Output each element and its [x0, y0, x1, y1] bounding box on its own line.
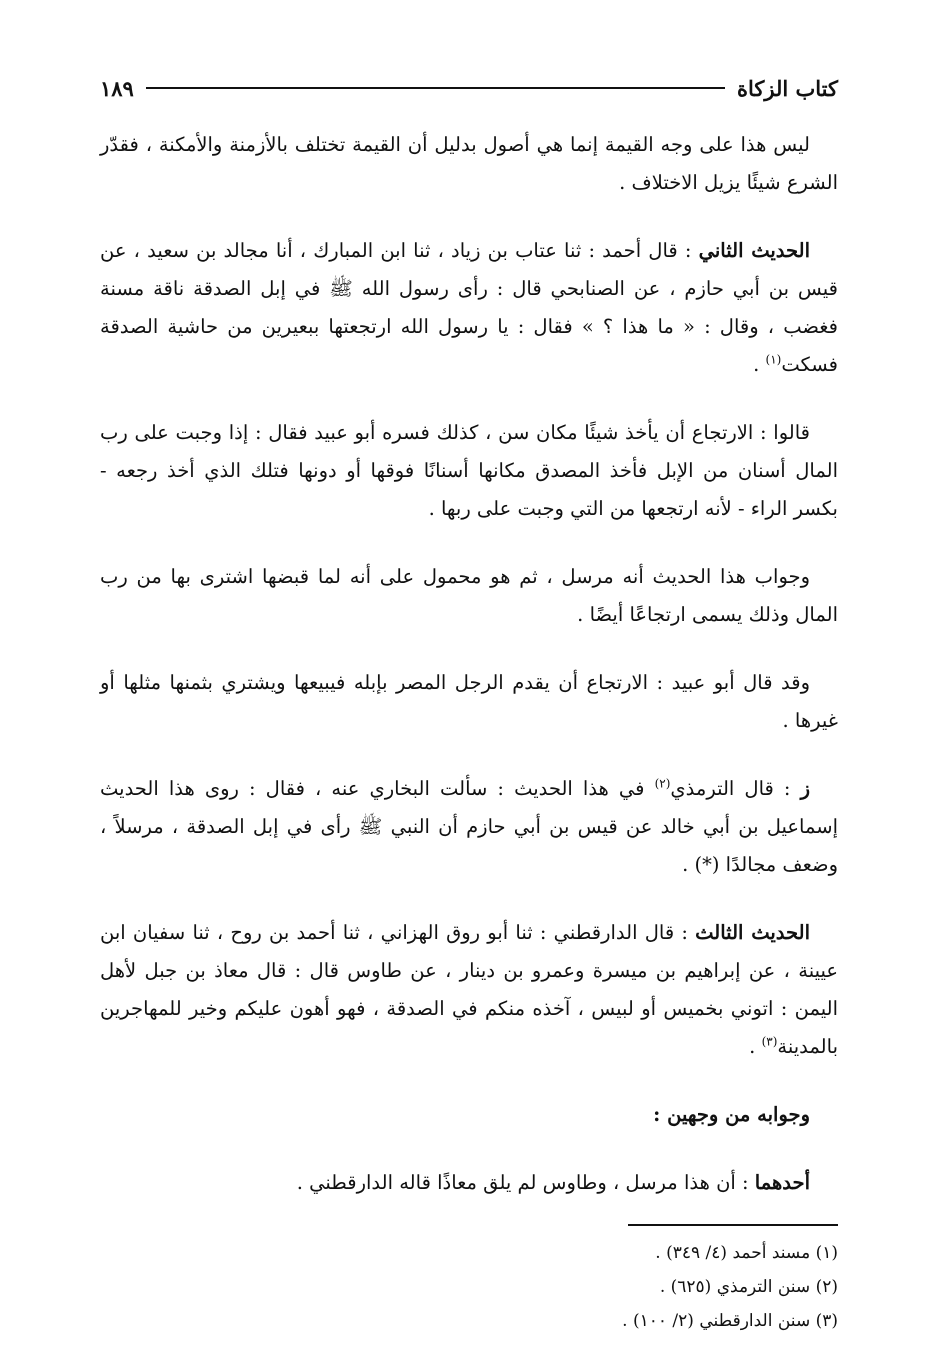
paragraph-1	[100, 126, 838, 202]
footnote-3: (٣) سنن الدارقطني (٢/ ١٠٠) .	[622, 1310, 838, 1331]
addition-marker: ز	[800, 777, 811, 800]
paragraph-2	[100, 232, 838, 384]
page-header	[100, 72, 838, 104]
footnote-divider	[628, 1224, 838, 1226]
paragraph-3-text: قالوا : الارتجاع أن يأخذ شيئًا مكان سن ، كذلك فسره أبو عبيد فقال : إذا وجبت على رب المال أسنان من الإبل فأخذ المصدق مكانها أسنانًا فوقها أو دونها فتلك الذي أخذ رجعه - بكسر الراء - لأنه ارتجعها من التي وجبت على ربها .	[100, 421, 838, 520]
hadith-2-heading: الحديث الثاني	[698, 239, 810, 262]
header-rule	[146, 87, 725, 89]
footnotes	[100, 1236, 838, 1338]
paragraph-5	[100, 664, 838, 740]
paragraph-8-text: وجوابه من وجهين :	[653, 1103, 810, 1126]
paragraph-6	[100, 770, 838, 884]
footnote-2: (٢) سنن الترمذي (٦٢٥) .	[659, 1276, 838, 1297]
footnote-ref-1: (١)	[765, 352, 782, 367]
paragraph-5-text: وقد قال أبو عبيد : الارتجاع أن يقدم الرجل المصر بإبله فيبيعها ويشتري بثمنها مثلها أو غيرها .	[100, 671, 838, 732]
chapter-title: كتاب الزكاة	[736, 75, 838, 101]
paragraph-9-text: : أن هذا مرسل ، وطاوس لم يلق معاذًا قاله الدارقطني .	[296, 1171, 755, 1194]
paragraph-3	[100, 414, 838, 528]
paragraph-4	[100, 558, 838, 634]
page-number: ١٨٩	[100, 75, 134, 101]
paragraph-7-text: : قال الدارقطني : ثنا أبو روق الهزاني ، ثنا أحمد بن روح ، ثنا سفيان ابن عيينة ، عن إبراهيم بن ميسرة وعمرو بن دينار ، عن طاوس قال : قال معاذ بن جبل لأهل اليمن : اتوني بخميس أو لبيس ، آخذه منكم في الصدقة ، فهو أهون عليكم وخير للمهاجرين بالمدينة	[100, 921, 838, 1058]
footnote-ref-2: (٢)	[654, 776, 671, 791]
paragraph-7	[100, 914, 838, 1066]
paragraph-8	[100, 1096, 838, 1134]
paragraph-9	[100, 1164, 838, 1202]
paragraph-2-end: .	[753, 353, 766, 376]
paragraph-6-text-b: في هذا الحديث : سألت البخاري عنه ، فقال : روى هذا الحديث إسماعيل بن أبي خالد عن قيس بن أبي حازم أن النبي ﷺ رأى في إبل الصدقة ، مرسلاً ، وضعف مجالدًا (*) .	[100, 777, 838, 876]
paragraph-6-text-a: : قال الترمذي	[670, 777, 801, 800]
footnote-1: (١) مسند أحمد (٤/ ٣٤٩) .	[655, 1242, 838, 1263]
paragraph-4-text: وجواب هذا الحديث أنه مرسل ، ثم هو محمول على أنه لما قبضها اشترى بها من رب المال وذلك يسمى ارتجاعًا أيضًا .	[100, 565, 838, 626]
first-answer-heading: أحدهما	[754, 1171, 810, 1194]
hadith-3-heading: الحديث الثالث	[695, 921, 810, 944]
paragraph-7-end: .	[749, 1035, 762, 1058]
footnote-ref-3: (٣)	[761, 1034, 778, 1049]
paragraph-1-text: ليس هذا على وجه القيمة إنما هي أصول بدليل أن القيمة تختلف بالأزمنة والأمكنة ، فقدّر الشرع شيئًا يزيل الاختلاف .	[100, 133, 838, 194]
paragraph-2-text: : قال أحمد : ثنا عتاب بن زياد ، ثنا ابن المبارك ، أنا مجالد بن سعيد ، عن قيس بن أبي حازم ، عن الصنابحي قال : رأى رسول الله ﷺ في إبل الصدقة ناقة مسنة فغضب ، وقال : « ما هذا ؟ » فقال : يا رسول الله ارتجعتها ببعيرين من حاشية الصدقة فسكت	[100, 239, 838, 376]
